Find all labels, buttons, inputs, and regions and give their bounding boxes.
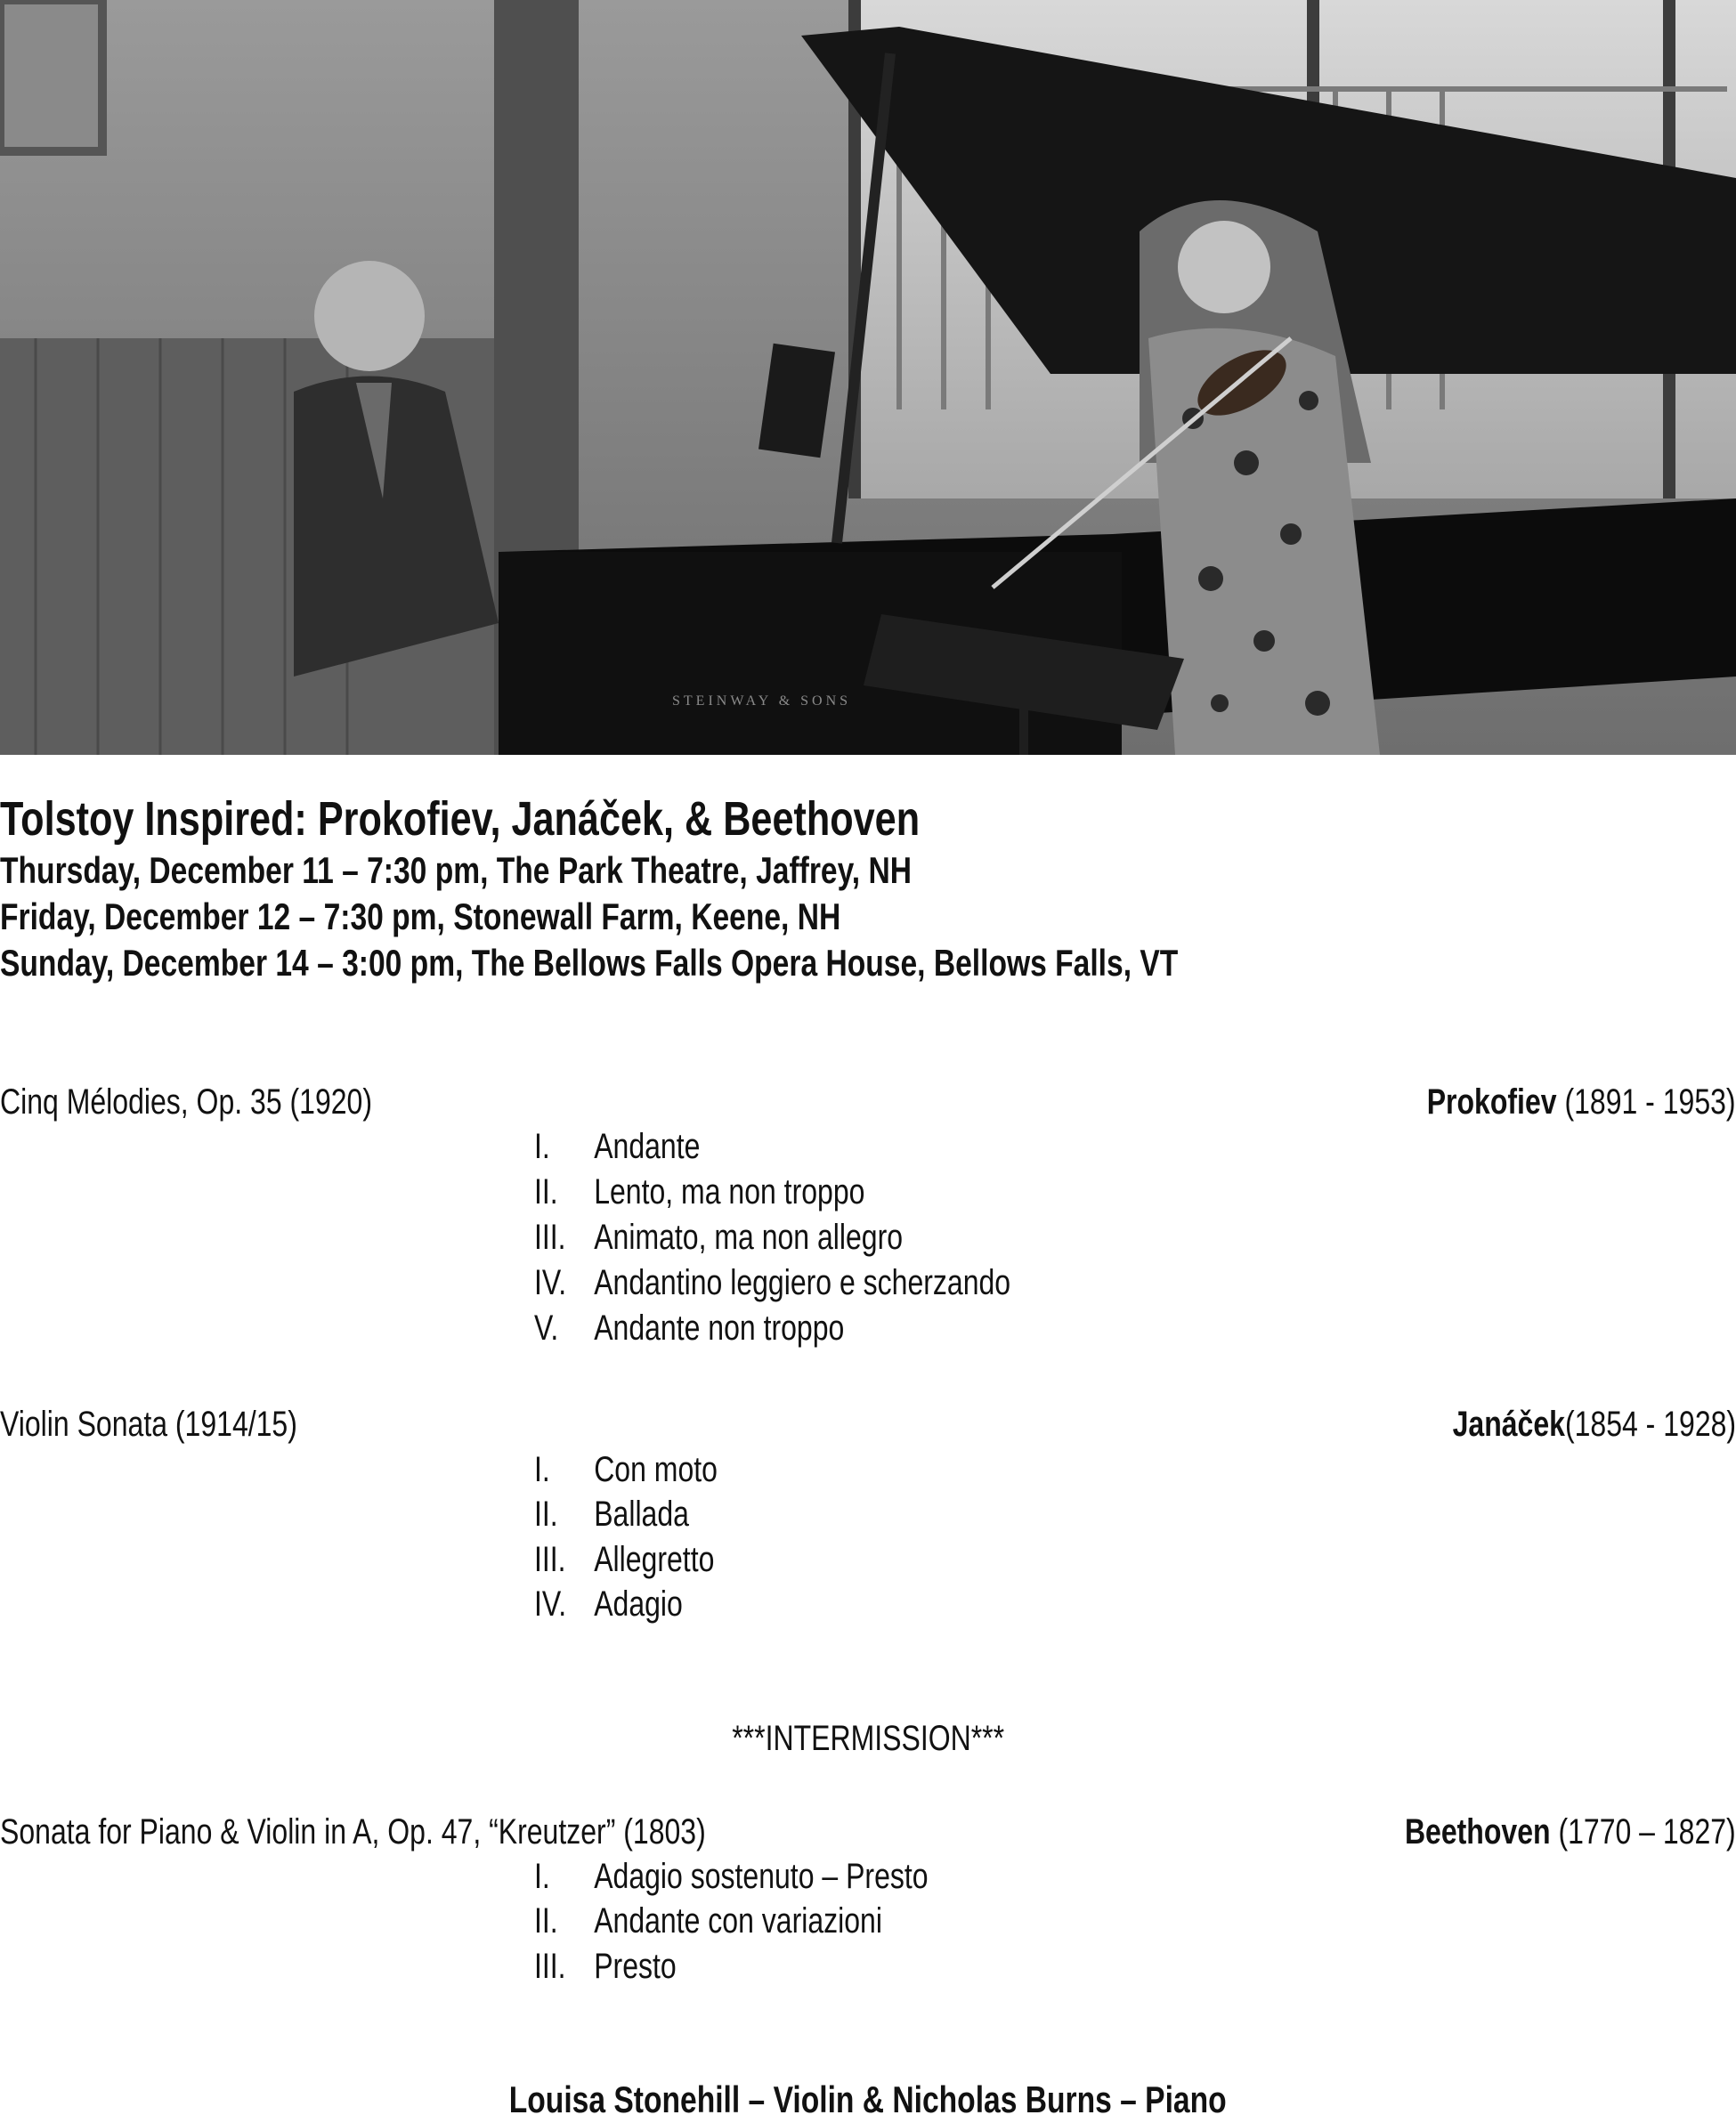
movement-number: III. [534,1540,566,1579]
work-title-beethoven: Sonata for Piano & Violin in A, Op. 47, “Kreutzer” (1803) [0,1812,706,1852]
movement-item [534,1124,700,1169]
movement-item [534,1582,683,1626]
movement-number: I. [534,1450,550,1489]
composer-janacek [1453,1402,1736,1446]
movement-name: Animato, ma non allegro [594,1218,904,1257]
movement-item [534,1306,844,1350]
performers-credit [0,2077,1736,2123]
movement-item [534,1944,677,1989]
movement-number: II. [534,1901,558,1941]
piano-brand-text: STEINWAY & SONS [672,693,852,709]
movement-number: II. [534,1172,558,1211]
intermission-text: ***INTERMISSION*** [732,1719,1004,1758]
movement-item [534,1899,882,1943]
movement-name: Adagio sostenuto – Presto [594,1857,929,1896]
performers-photo [0,0,1736,755]
composer-prokofiev [1427,1080,1736,1124]
intermission-label [0,1716,1736,1761]
movement-name: Andante non troppo [594,1309,845,1348]
movement-item [534,1537,714,1582]
movement-name: Lento, ma non troppo [594,1172,865,1211]
movement-number: IV. [534,1584,567,1624]
composer-name: Janáček [1452,1405,1565,1444]
movement-number: II. [534,1495,558,1534]
movement-name: Andante con variazioni [594,1901,882,1941]
concert-date-thursday: Thursday, December 11 – 7:30 pm, The Park Theatre, Jaffrey, NH [0,849,912,891]
movement-number: IV. [534,1263,567,1302]
work-title-prokofiev: Cinq Mélodies, Op. 35 (1920) [0,1082,372,1122]
composer-years: (1854 - 1928) [1564,1405,1736,1444]
movement-item [534,1492,689,1536]
movement-number: III. [534,1947,566,1986]
movement-name: Ballada [594,1495,689,1534]
movement-name: Con moto [594,1450,718,1489]
concert-date-sunday: Sunday, December 14 – 3:00 pm, The Bellows Falls Opera House, Bellows Falls, VT [0,942,1179,984]
movement-name: Andante [594,1127,701,1166]
composer-years: (1770 – 1827) [1558,1812,1736,1852]
composer-beethoven [1405,1810,1736,1854]
movement-item [534,1447,718,1492]
composer-years: (1891 - 1953) [1564,1082,1736,1122]
movement-item [534,1260,1010,1305]
movement-name: Allegretto [594,1540,715,1579]
performers-photo-illustration [0,0,1736,755]
movement-item [534,1854,929,1899]
movement-item [534,1170,864,1214]
movement-number: I. [534,1857,550,1896]
movement-name: Adagio [594,1584,683,1624]
composer-name: Prokofiev [1427,1082,1557,1122]
movement-name: Andantino leggiero e scherzando [594,1263,1011,1302]
movement-number: V. [534,1309,559,1348]
movement-name: Presto [594,1947,677,1986]
concert-title: Tolstoy Inspired: Prokofiev, Janáček, & Beethoven [0,792,921,846]
composer-name: Beethoven [1405,1812,1551,1852]
performers-text: Louisa Stonehill – Violin & Nicholas Burns – Piano [509,2078,1227,2120]
movement-item [534,1215,903,1260]
concert-date-friday: Friday, December 12 – 7:30 pm, Stonewall Farm, Keene, NH [0,895,841,937]
movement-number: I. [534,1127,550,1166]
movement-number: III. [534,1218,566,1257]
work-title-janacek: Violin Sonata (1914/15) [0,1405,297,1444]
